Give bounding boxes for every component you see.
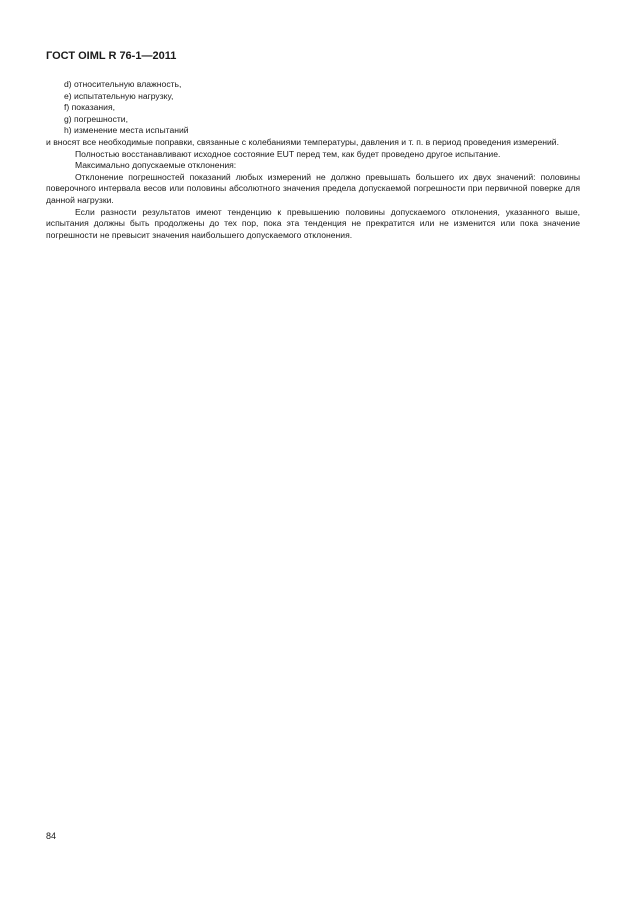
- page-number: 84: [46, 831, 57, 841]
- paragraph-max-deviation-heading: Максимально допускаемые отклонения:: [75, 160, 237, 171]
- list-item-e: e) испытательную нагрузку,: [64, 90, 174, 101]
- paragraph-corrections: и вносят все необходимые поправки, связанные с колебаниями температуры, давления и т. п. в период проведения измерений.: [46, 136, 559, 147]
- paragraph-restore: Полностью восстанавливают исходное состояние EUT перед тем, как будет проведено другое испытание.: [75, 148, 501, 159]
- paragraph-continue-testing: Если разности результатов имеют тенденцию к превышению половины допускаемого отклонения, указанного выше, испытания должны быть продолжены до тех пор, пока эта тенденция не прекратится или не изменится или пока значение погрешности не превысит значения наибольшего допускаемого отклонения.: [46, 206, 580, 240]
- document-header: ГОСТ OIML R 76-1—2011: [46, 50, 177, 62]
- list-item-g: g) погрешности,: [64, 113, 128, 124]
- paragraph-deviation-rule: Отклонение погрешностей показаний любых измерений не должно превышать большего их двух значений: половины поверочного интервала весов или половины абсолютного значения предела допускаемой погрешности при первичной поверке для данной нагрузки.: [46, 171, 580, 205]
- document-body: [46, 79, 580, 241]
- list-item-d: d) относительную влажность,: [64, 79, 182, 89]
- list-item-h: h) изменение места испытаний: [64, 125, 189, 136]
- list-item-f: f) показания,: [64, 102, 116, 113]
